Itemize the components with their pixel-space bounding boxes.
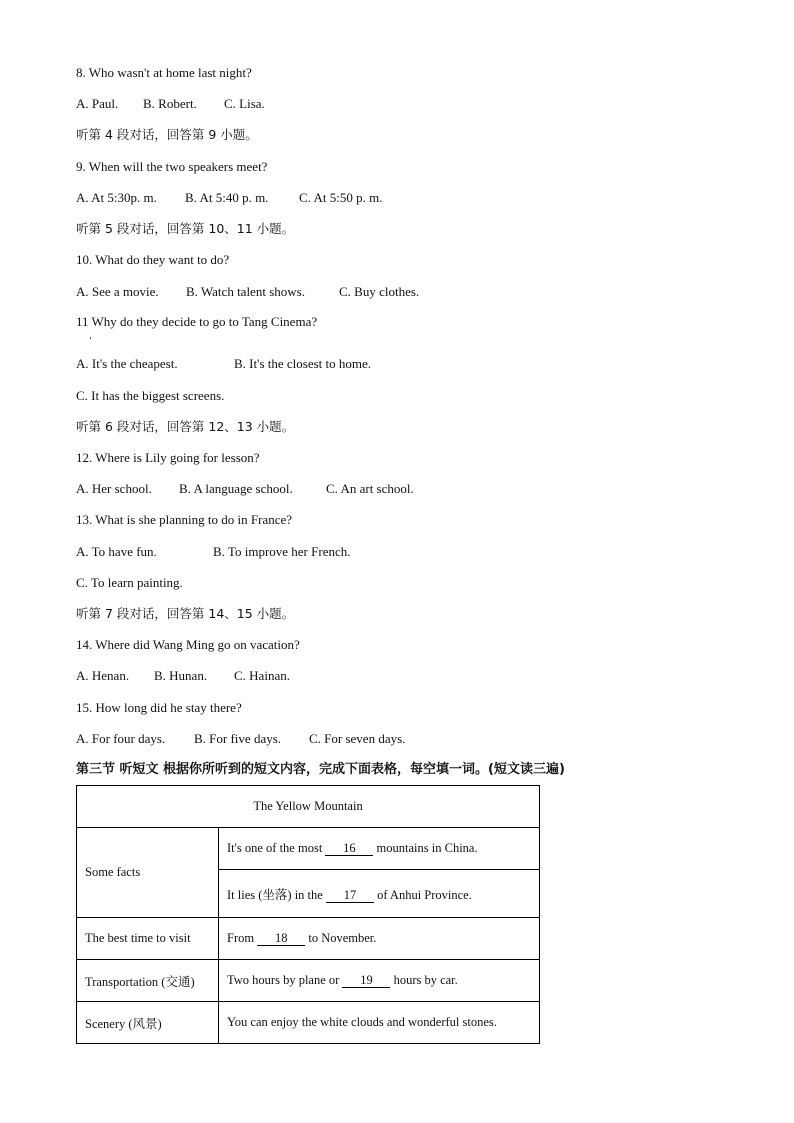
- option-b: B. It's the closest to home.: [234, 356, 372, 371]
- option-b: B. For five days.: [194, 731, 282, 746]
- table-row: [77, 1002, 540, 1044]
- question-9: 9. When will the two speakers meet?: [76, 159, 268, 174]
- table-title: The Yellow Mountain: [77, 786, 540, 828]
- question-8: 8. Who wasn't at home last night?: [76, 65, 252, 80]
- option-a: A. At 5:30p. m.: [76, 190, 157, 205]
- blank-17: 17: [326, 889, 374, 903]
- blank-18: 18: [257, 932, 305, 946]
- dialog-4-instruction: 听第 4 段对话，回答第 9 小题。: [76, 127, 258, 142]
- option-c: C. Lisa.: [224, 96, 265, 111]
- fact-2-text-after: of Anhui Province.: [373, 887, 472, 902]
- table-row: [77, 960, 540, 1002]
- option-c: C. For seven days.: [309, 731, 406, 746]
- dialog-5-instruction: 听第 5 段对话，回答第 10、11 小题。: [76, 221, 295, 236]
- transportation-label: Transportation (交通): [77, 960, 219, 1002]
- question-11: 11 Why do they decide to go to Tang Cinema?: [76, 314, 318, 329]
- question-15: 15. How long did he stay there?: [76, 700, 242, 715]
- fact-2-text-before: It lies (坐落) in the: [227, 887, 326, 902]
- fact-1: [219, 828, 540, 870]
- option-a: A. It's the cheapest.: [76, 356, 178, 371]
- option-a: A. For four days.: [76, 731, 166, 746]
- facts-label: Some facts: [77, 828, 219, 918]
- option-a: A. Her school.: [76, 481, 152, 496]
- option-b: B. At 5:40 p. m.: [185, 190, 269, 205]
- option-a: A. Paul.: [76, 96, 119, 111]
- scenery-label: Scenery (风景): [77, 1002, 219, 1044]
- option-b: B. To improve her French.: [213, 544, 351, 559]
- stray-dot: [90, 337, 91, 339]
- fact-2: [219, 870, 540, 918]
- best-time-label: The best time to visit: [77, 918, 219, 960]
- section-3-heading: 第三节 听短文 根据你所听到的短文内容，完成下面表格，每空填一词。(短文读三遍): [76, 762, 565, 777]
- fact-1-text-after: mountains in China.: [373, 841, 478, 855]
- option-b: B. Watch talent shows.: [186, 284, 305, 299]
- option-c: C. It has the biggest screens.: [76, 388, 225, 403]
- option-a: A. See a movie.: [76, 284, 159, 299]
- yellow-mountain-table: [76, 785, 540, 1044]
- fact-1-text-before: It's one of the most: [227, 841, 326, 855]
- scenery-value: You can enjoy the white clouds and wonderful stones.: [219, 1002, 540, 1044]
- option-c: C. To learn painting.: [76, 575, 183, 590]
- option-c: C. At 5:50 p. m.: [299, 190, 383, 205]
- transportation-value: [219, 960, 540, 1002]
- option-c: C. An art school.: [326, 481, 414, 496]
- option-a: A. To have fun.: [76, 544, 157, 559]
- question-12: 12. Where is Lily going for lesson?: [76, 450, 260, 465]
- transportation-text-after: hours by car.: [390, 973, 458, 987]
- table-row: [77, 828, 540, 870]
- option-b: B. Hunan.: [154, 668, 208, 683]
- table-row: [77, 918, 540, 960]
- question-13: 13. What is she planning to do in France?: [76, 512, 293, 527]
- option-a: A. Henan.: [76, 668, 130, 683]
- transportation-text-before: Two hours by plane or: [227, 973, 343, 987]
- blank-19: 19: [342, 974, 390, 988]
- option-c: C. Hainan.: [234, 668, 290, 683]
- table-row: [77, 786, 540, 828]
- best-time-text-before: From: [227, 931, 258, 945]
- dialog-6-instruction: 听第 6 段对话，回答第 12、13 小题。: [76, 419, 295, 434]
- best-time-text-after: to November.: [305, 931, 377, 945]
- dialog-7-instruction: 听第 7 段对话，回答第 14、15 小题。: [76, 606, 295, 621]
- option-c: C. Buy clothes.: [339, 284, 420, 299]
- blank-16: 16: [325, 842, 373, 856]
- question-14: 14. Where did Wang Ming go on vacation?: [76, 637, 300, 652]
- option-b: B. A language school.: [179, 481, 293, 496]
- best-time-value: [219, 918, 540, 960]
- option-b: B. Robert.: [143, 96, 197, 111]
- question-10: 10. What do they want to do?: [76, 252, 230, 267]
